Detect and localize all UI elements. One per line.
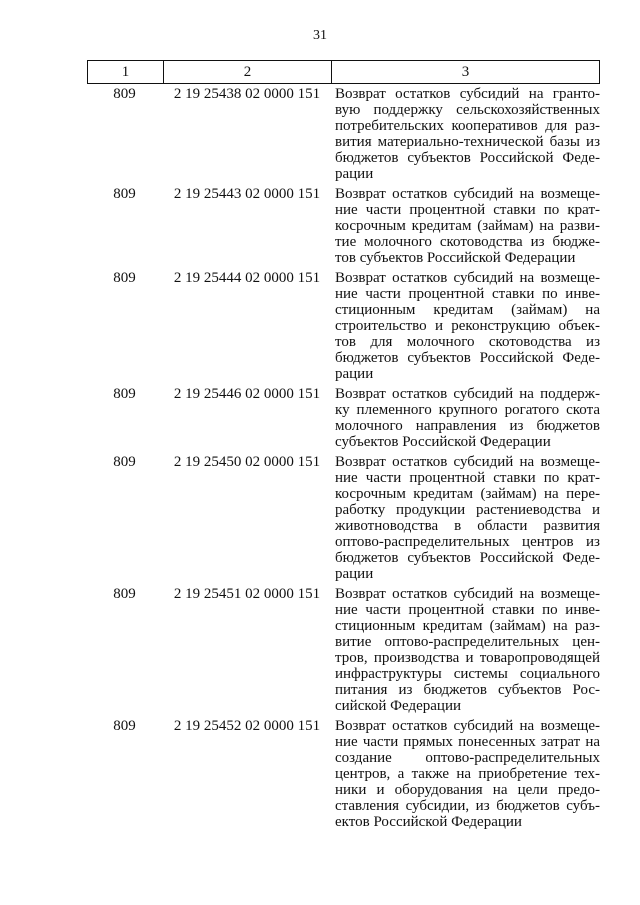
description-line: вую поддержку сельскохозяйственных [335, 102, 600, 118]
description-line: Возврат остатков субсидий на поддерж- [335, 386, 600, 402]
description-line: ние части прямых понесенных затрат на [335, 734, 600, 750]
admin-code-cell: 809 [113, 270, 136, 286]
column-header-3: 3 [332, 61, 600, 84]
column-header-1: 1 [88, 61, 164, 84]
column-header-row [88, 61, 600, 84]
description-line: Возврат остатков субсидий на возмеще- [335, 186, 600, 202]
page-number: 31 [313, 28, 327, 43]
description-line: рации [335, 366, 374, 382]
table-row [87, 270, 600, 382]
budget-code-cell: 2 19 25444 02 0000 151 [173, 270, 321, 286]
admin-code-cell: 809 [113, 186, 136, 202]
description-line: бюджетов субъектов Российской Феде- [335, 550, 600, 566]
description-line: вития материально-технической базы из [335, 134, 600, 150]
description-line: ние части процентной ставки по крат- [335, 202, 600, 218]
description-cell [332, 186, 600, 266]
description-line: питания из бюджетов субъектов Рос- [335, 682, 600, 698]
description-cell [332, 454, 600, 582]
table-row [87, 186, 600, 266]
admin-code-cell: 809 [113, 586, 136, 602]
column-header-2: 2 [164, 61, 332, 84]
description-cell [332, 386, 600, 450]
table-row [87, 454, 600, 582]
description-line: молочного направления из бюджетов [335, 418, 600, 434]
description-line: инфраструктуры системы социального [335, 666, 600, 682]
table-row [87, 586, 600, 714]
description-line: бюджетов субъектов Российской Феде- [335, 150, 600, 166]
description-line: рации [335, 166, 374, 182]
description-line: потребительских кооперативов для раз- [335, 118, 600, 134]
description-line: ку племенного крупного рогатого скота [335, 402, 600, 418]
description-line: ектов Российской Федерации [335, 814, 522, 830]
budget-code-cell: 2 19 25452 02 0000 151 [173, 718, 321, 734]
description-line: создание оптово-распределительных [335, 750, 600, 766]
column-header-table [87, 60, 600, 84]
table-row [87, 86, 600, 182]
description-line: строительство и реконструкцию объек- [335, 318, 600, 334]
description-line: бюджетов субъектов Российской Феде- [335, 350, 600, 366]
budget-code-cell: 2 19 25450 02 0000 151 [173, 454, 321, 470]
description-line: центров, а также на приобретение тех- [335, 766, 600, 782]
description-line: рации [335, 566, 374, 582]
description-line: Возврат остатков субсидий на возмеще- [335, 718, 600, 734]
description-line: Возврат остатков субсидий на возмеще- [335, 270, 600, 286]
description-line: Возврат остатков субсидий на возмеще- [335, 586, 600, 602]
description-line: тов субъектов Российской Федерации [335, 250, 576, 266]
table-row [87, 386, 600, 450]
description-line: ники и оборудования на цели предо- [335, 782, 600, 798]
description-line: животноводства в области развития [335, 518, 600, 534]
description-line: оптово-распределительных центров из [335, 534, 600, 550]
description-line: ние части процентной ставки по инве- [335, 602, 600, 618]
admin-code-cell: 809 [113, 386, 136, 402]
description-cell [332, 270, 600, 382]
description-line: косрочным кредитам (займам) на разви- [335, 218, 600, 234]
description-line: тие молочного скотоводства из бюдже- [335, 234, 600, 250]
description-line: ставления субсидии, из бюджетов субъ- [335, 798, 600, 814]
description-line: ние части процентной ставки по инве- [335, 286, 600, 302]
budget-code-cell: 2 19 25446 02 0000 151 [173, 386, 321, 402]
description-cell [332, 586, 600, 714]
description-line: работку продукции растениеводства и [335, 502, 600, 518]
budget-code-cell: 2 19 25451 02 0000 151 [173, 586, 321, 602]
description-line: ние части процентной ставки по крат- [335, 470, 600, 486]
table-body [87, 86, 600, 834]
description-line: Возврат остатков субсидий на возмеще- [335, 454, 600, 470]
table-row [87, 718, 600, 830]
description-line: тров, производства и товаропроводящей [335, 650, 600, 666]
description-line: стиционным кредитам (займам) на [335, 302, 600, 318]
description-cell [332, 718, 600, 830]
admin-code-cell: 809 [113, 86, 136, 102]
budget-code-cell: 2 19 25443 02 0000 151 [173, 186, 321, 202]
budget-code-cell: 2 19 25438 02 0000 151 [173, 86, 321, 102]
description-cell [332, 86, 600, 182]
description-line: субъектов Российской Федерации [335, 434, 551, 450]
description-line: витие оптово-распределительных цен- [335, 634, 600, 650]
admin-code-cell: 809 [113, 718, 136, 734]
description-line: стиционным кредитам (займам) на раз- [335, 618, 600, 634]
admin-code-cell: 809 [113, 454, 136, 470]
description-line: тов для молочного скотоводства из [335, 334, 600, 350]
description-line: сийской Федерации [335, 698, 462, 714]
description-line: косрочным кредитам (займам) на пере- [335, 486, 600, 502]
description-line: Возврат остатков субсидий на гранто- [335, 86, 600, 102]
